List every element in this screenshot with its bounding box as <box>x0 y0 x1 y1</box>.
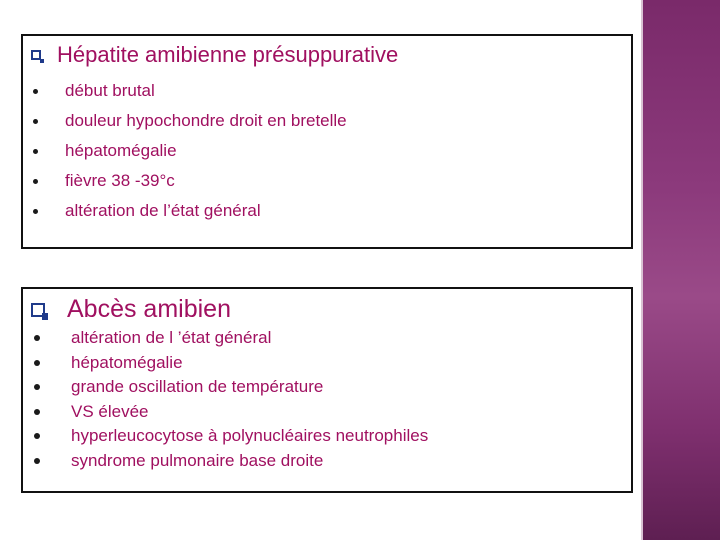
list-item-text: grande oscillation de température <box>71 377 324 397</box>
list-item <box>31 166 347 196</box>
list-item <box>31 449 428 474</box>
list-item <box>31 106 347 136</box>
symptom-list <box>31 326 428 473</box>
section-heading-text: Hépatite amibienne présuppurative <box>57 42 399 67</box>
list-item-text: syndrome pulmonaire base droite <box>71 450 324 470</box>
decorative-side-band <box>641 0 720 540</box>
round-bullet-icon <box>34 409 40 415</box>
round-bullet-icon <box>34 384 40 390</box>
round-bullet-icon <box>33 179 38 184</box>
checkbox-square-icon <box>31 303 45 317</box>
round-bullet-icon <box>33 89 38 94</box>
section-heading-text: Abcès amibien <box>67 295 231 323</box>
side-band-edge <box>641 0 643 540</box>
round-bullet-icon <box>33 149 38 154</box>
section-heading <box>31 295 231 324</box>
list-item-text: hépatomégalie <box>71 352 183 372</box>
list-item-text: altération de l’état général <box>65 201 261 220</box>
round-bullet-icon <box>34 360 40 366</box>
symptom-list <box>31 76 347 226</box>
list-item <box>31 400 428 425</box>
list-item <box>31 351 428 376</box>
checkbox-square-icon <box>31 50 41 60</box>
list-item-text: VS élevée <box>71 401 149 421</box>
list-item <box>31 76 347 106</box>
round-bullet-icon <box>33 119 38 124</box>
list-item <box>31 136 347 166</box>
round-bullet-icon <box>33 209 38 214</box>
round-bullet-icon <box>34 433 40 439</box>
list-item-text: fièvre 38 -39°c <box>65 171 175 190</box>
list-item <box>31 375 428 400</box>
round-bullet-icon <box>34 335 40 341</box>
list-item <box>31 326 428 351</box>
section-heading <box>31 42 398 68</box>
list-item-text: début brutal <box>65 81 155 100</box>
section-box-abces <box>21 287 633 493</box>
round-bullet-icon <box>34 458 40 464</box>
list-item-text: douleur hypochondre droit en bretelle <box>65 111 347 130</box>
list-item <box>31 196 347 226</box>
list-item <box>31 424 428 449</box>
list-item-text: hépatomégalie <box>65 141 177 160</box>
section-box-hepatite <box>21 34 633 249</box>
list-item-text: hyperleucocytose à polynucléaires neutrophiles <box>71 426 429 446</box>
list-item-text: altération de l ’état général <box>71 328 272 348</box>
